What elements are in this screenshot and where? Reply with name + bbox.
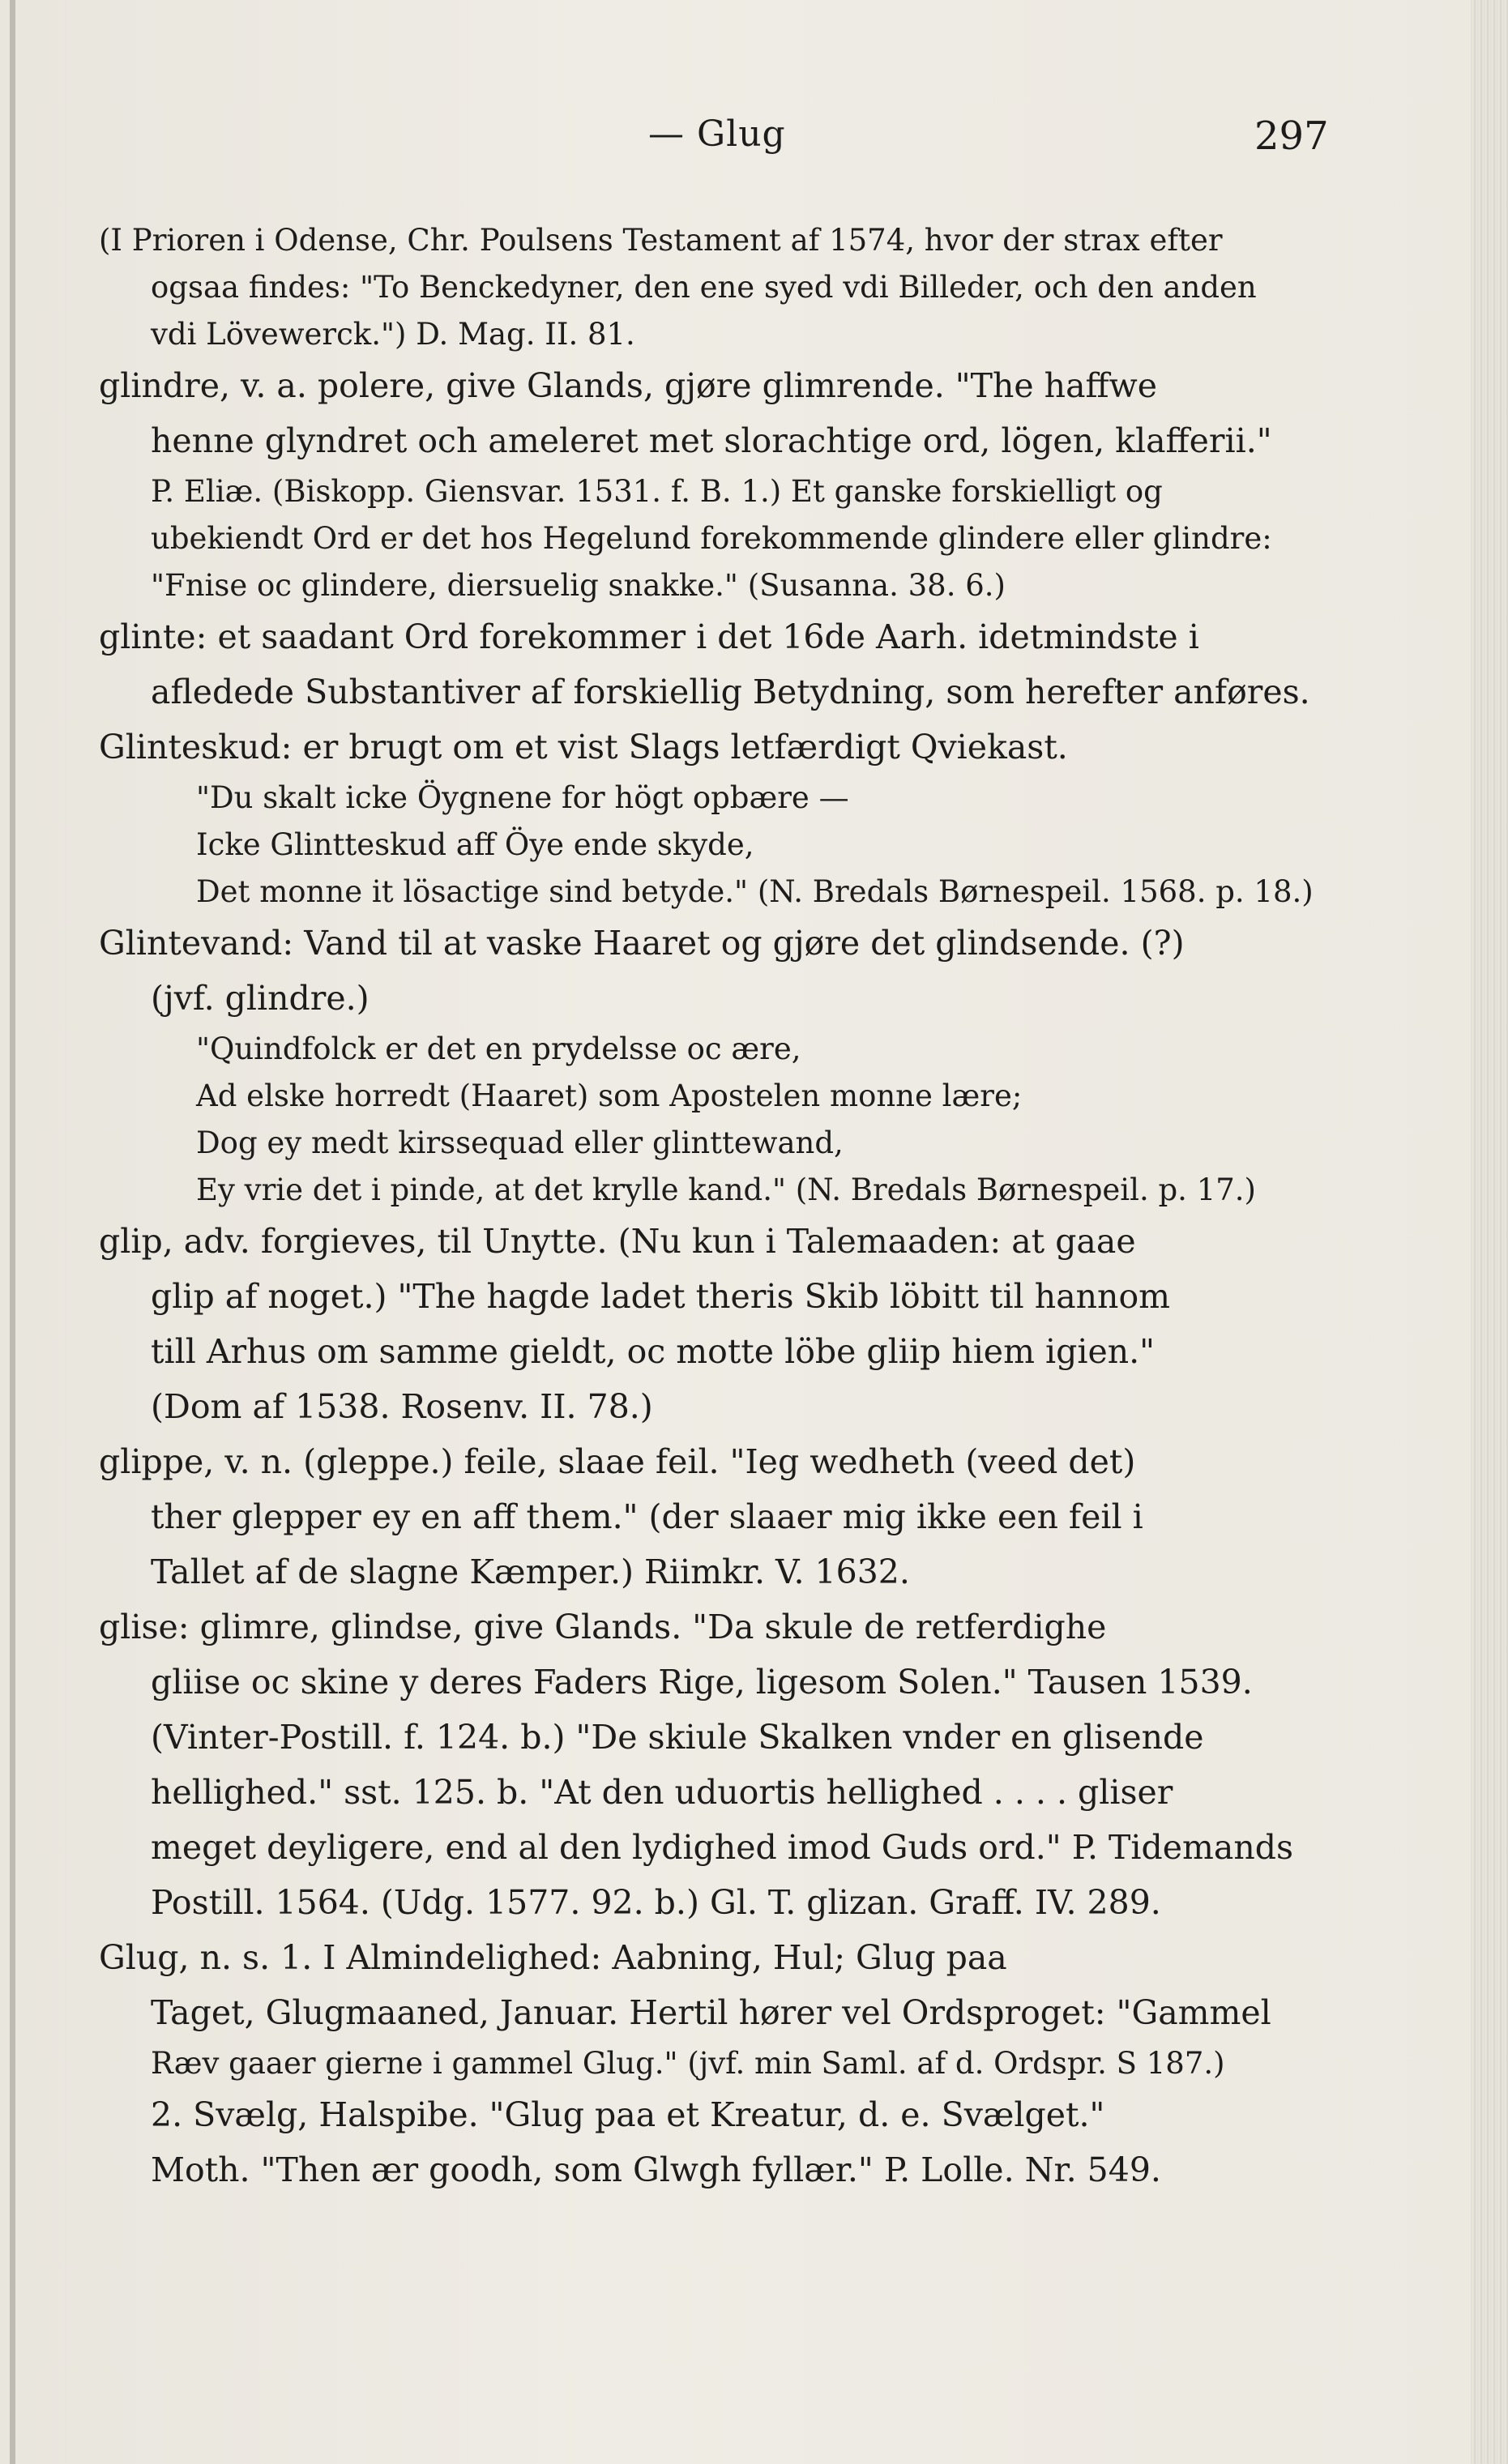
text-line: Tallet af de slagne Kæmper.) Riimkr. V. 1632. xyxy=(151,1552,910,1591)
text-line: 2. Svælg, Halspibe. "Glug paa et Kreatur, d. e. Svælget." xyxy=(151,2095,1105,2134)
text-line: Glinteskud: er brugt om et vist Slags letfærdigt Qviekast. xyxy=(99,728,1068,767)
text-line: Moth. "Then ær goodh, som Glwgh fyllær." P. Lolle. Nr. 549. xyxy=(151,2150,1161,2189)
page-header xyxy=(0,113,1508,162)
text-line: glindre, v. a. polere, give Glands, gjøre glimrende. "The haffwe xyxy=(99,366,1158,405)
text-line: Postill. 1564. (Udg. 1577. 92. b.) Gl. T. glizan. Graff. IV. 289. xyxy=(151,1883,1161,1922)
text-line: meget deyligere, end al den lydighed imod Guds ord." P. Tidemands xyxy=(151,1828,1294,1867)
text-line: "Quindfolck er det en prydelsse oc ære, xyxy=(196,1031,801,1066)
text-line: glippe, v. n. (gleppe.) feile, slaae feil. "Ieg wedheth (veed det) xyxy=(99,1442,1136,1481)
text-line: till Arhus om samme gieldt, oc motte löbe gliip hiem igien." xyxy=(151,1332,1156,1371)
text-line: Taget, Glugmaaned, Januar. Hertil hører vel Ordsproget: "Gammel xyxy=(151,1993,1271,2032)
text-line: ther glepper ey en aff them." (der slaaer mig ikke een feil i xyxy=(151,1497,1143,1536)
text-line: ogsaa findes: "To Benckedyner, den ene syed vdi Billeder, och den anden xyxy=(151,270,1257,305)
text-line: P. Eliæ. (Biskopp. Giensvar. 1531. f. B. 1.) Et ganske forskielligt og xyxy=(151,474,1163,509)
text-line: gliise oc skine y deres Faders Rige, ligesom Solen." Tausen 1539. xyxy=(151,1663,1253,1702)
text-line: Ad elske horredt (Haaret) som Apostelen monne lære; xyxy=(196,1078,1023,1113)
text-line: Ey vrie det i pinde, at det krylle kand." (N. Bredals Børnespeil. p. 17.) xyxy=(196,1172,1256,1207)
text-line: Glintevand: Vand til at vaske Haaret og gjøre det glindsende. (?) xyxy=(99,924,1185,963)
text-line: ubekiendt Ord er det hos Hegelund forekommende glindere eller glindre: xyxy=(151,521,1272,556)
text-line: "Du skalt icke Öygnene for högt opbære — xyxy=(196,780,849,815)
text-line: glip af noget.) "The hagde ladet theris Skib löbitt til hannom xyxy=(151,1277,1171,1316)
text-line: (I Prioren i Odense, Chr. Poulsens Testament af 1574, hvor der strax efter xyxy=(99,223,1223,258)
text-line: Icke Glintteskud aff Öye ende skyde, xyxy=(196,827,754,862)
text-line: glip, adv. forgieves, til Unytte. (Nu kun i Talemaaden: at gaae xyxy=(99,1222,1136,1261)
page-number: 297 xyxy=(1254,113,1329,159)
binding-edge xyxy=(10,0,15,2464)
text-line: Dog ey medt kirssequad eller glinttewand, xyxy=(196,1125,844,1160)
text-line: Det monne it lösactige sind betyde." (N. Bredals Børnespeil. 1568. p. 18.) xyxy=(196,874,1314,909)
text-line: vdi Lövewerck.") D. Mag. II. 81. xyxy=(151,317,635,352)
text-line: (Dom af 1538. Rosenv. II. 78.) xyxy=(151,1387,653,1426)
text-line: hellighed." sst. 125. b. "At den uduortis hellighed . . . . gliser xyxy=(151,1773,1173,1812)
text-line: glinte: et saadant Ord forekommer i det 16de Aarh. idetmindste i xyxy=(99,617,1199,656)
running-head: — Glug xyxy=(648,113,786,155)
text-line: glise: glimre, glindse, give Glands. "Da skule de retferdighe xyxy=(99,1608,1107,1646)
dictionary-text xyxy=(99,217,1331,2197)
text-line: Ræv gaaer gierne i gammel Glug." (jvf. min Saml. af d. Ordspr. S 187.) xyxy=(151,2046,1225,2081)
text-line: henne glyndret och ameleret met slorachtige ord, lögen, klafferii." xyxy=(151,421,1272,460)
page-edge xyxy=(1471,0,1508,2464)
text-line: (Vinter-Postill. f. 124. b.) "De skiule Skalken vnder en glisende xyxy=(151,1718,1204,1757)
text-line: "Fnise oc glindere, diersuelig snakke." (Susanna. 38. 6.) xyxy=(151,568,1006,603)
text-line: Glug, n. s. 1. I Almindelighed: Aabning, Hul; Glug paa xyxy=(99,1938,1007,1977)
text-line: afledede Substantiver af forskiellig Betydning, som herefter anføres. xyxy=(151,673,1310,711)
text-line: (jvf. glindre.) xyxy=(151,979,370,1018)
